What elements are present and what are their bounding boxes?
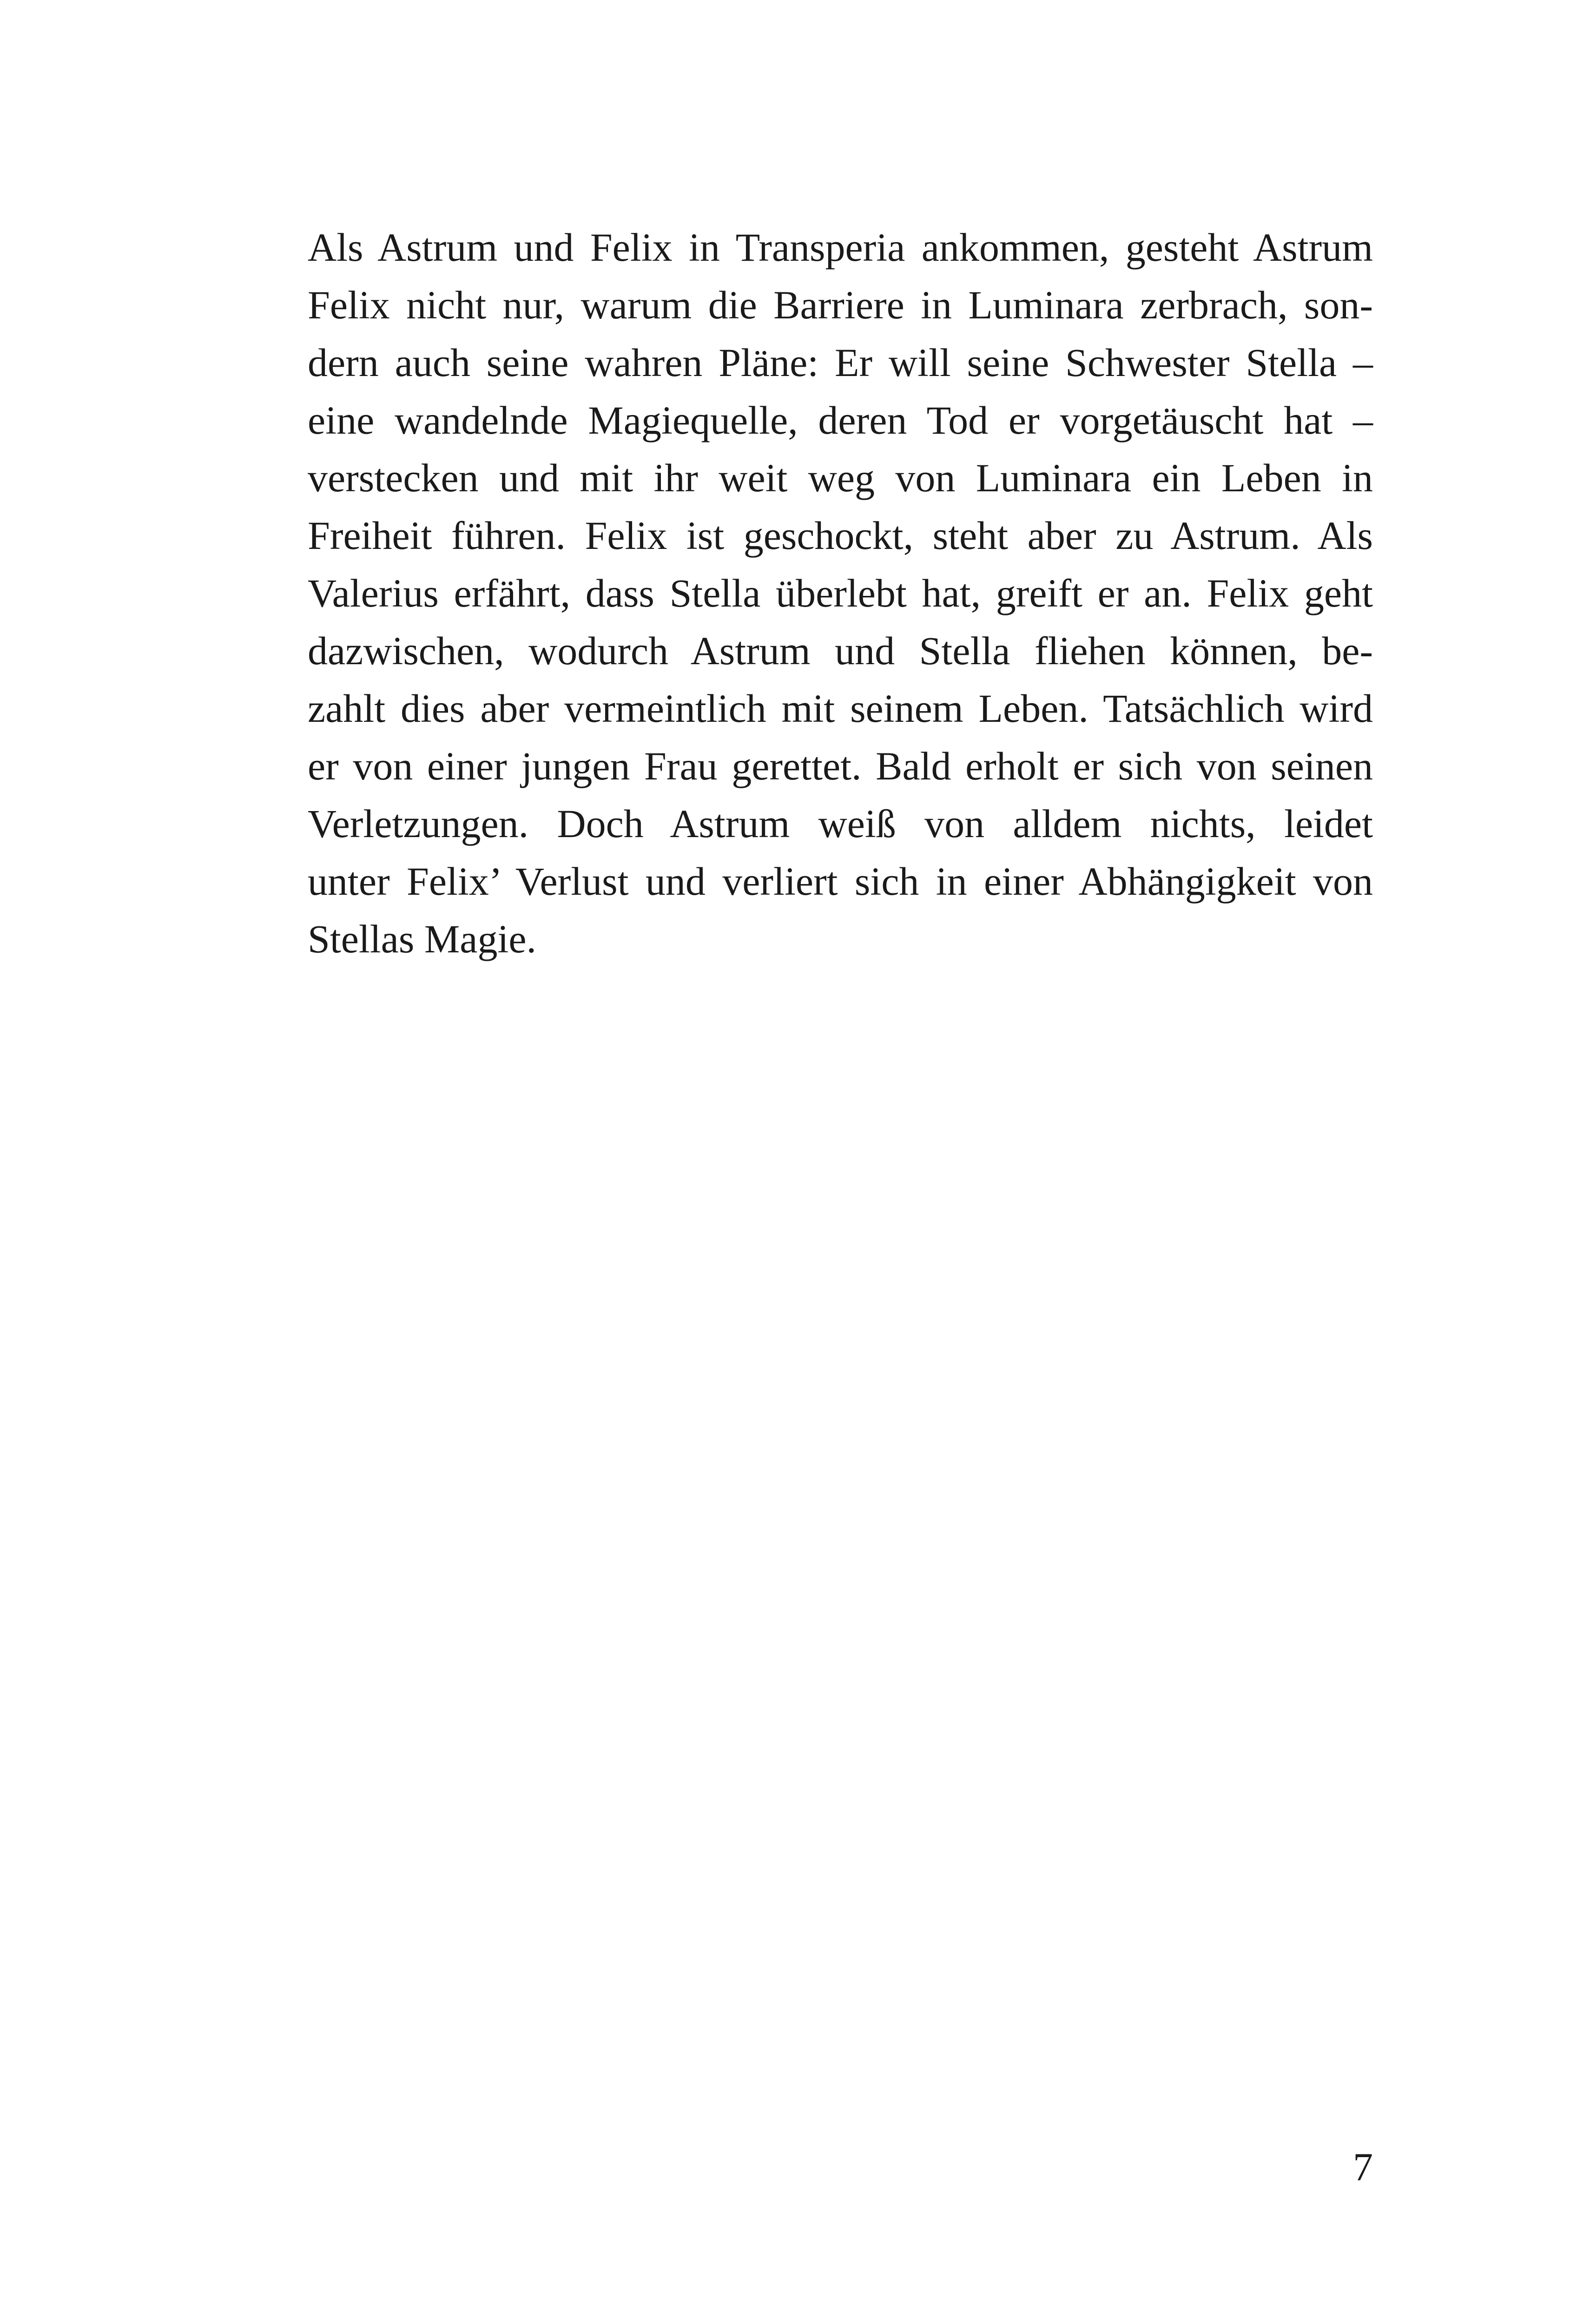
paragraph-line: Verletzungen. Doch Astrum weiß von alldem nichts, leidet xyxy=(308,801,1373,846)
body-paragraph xyxy=(308,218,1373,968)
paragraph-line: dern auch seine wahren Pläne: Er will seine Schwester Stella – xyxy=(308,340,1373,385)
page-number: 7 xyxy=(1353,2145,1373,2189)
paragraph-line: er von einer jungen Frau gerettet. Bald erholt er sich von seinen xyxy=(308,744,1373,788)
paragraph-line: zahlt dies aber vermeintlich mit seinem Leben. Tatsächlich wird xyxy=(308,686,1373,731)
paragraph-line: unter Felix’ Verlust und verliert sich in einer Abhängigkeit von xyxy=(308,859,1373,904)
paragraph-line: Stellas Magie. xyxy=(308,917,537,961)
paragraph-line: verstecken und mit ihr weit weg von Luminara ein Leben in xyxy=(308,456,1373,500)
paragraph-line: Felix nicht nur, warum die Barriere in Luminara zerbrach, son- xyxy=(308,283,1373,327)
paragraph-line: Als Astrum und Felix in Transperia ankommen, gesteht Astrum xyxy=(308,225,1373,270)
paragraph-line: dazwischen, wodurch Astrum und Stella fliehen können, be- xyxy=(308,628,1373,673)
paragraph-line: Freiheit führen. Felix ist geschockt, steht aber zu Astrum. Als xyxy=(308,513,1373,558)
paragraph-line: Valerius erfährt, dass Stella überlebt hat, greift er an. Felix geht xyxy=(308,571,1373,615)
paragraph-line: eine wandelnde Magiequelle, deren Tod er vorgetäuscht hat – xyxy=(308,398,1373,442)
